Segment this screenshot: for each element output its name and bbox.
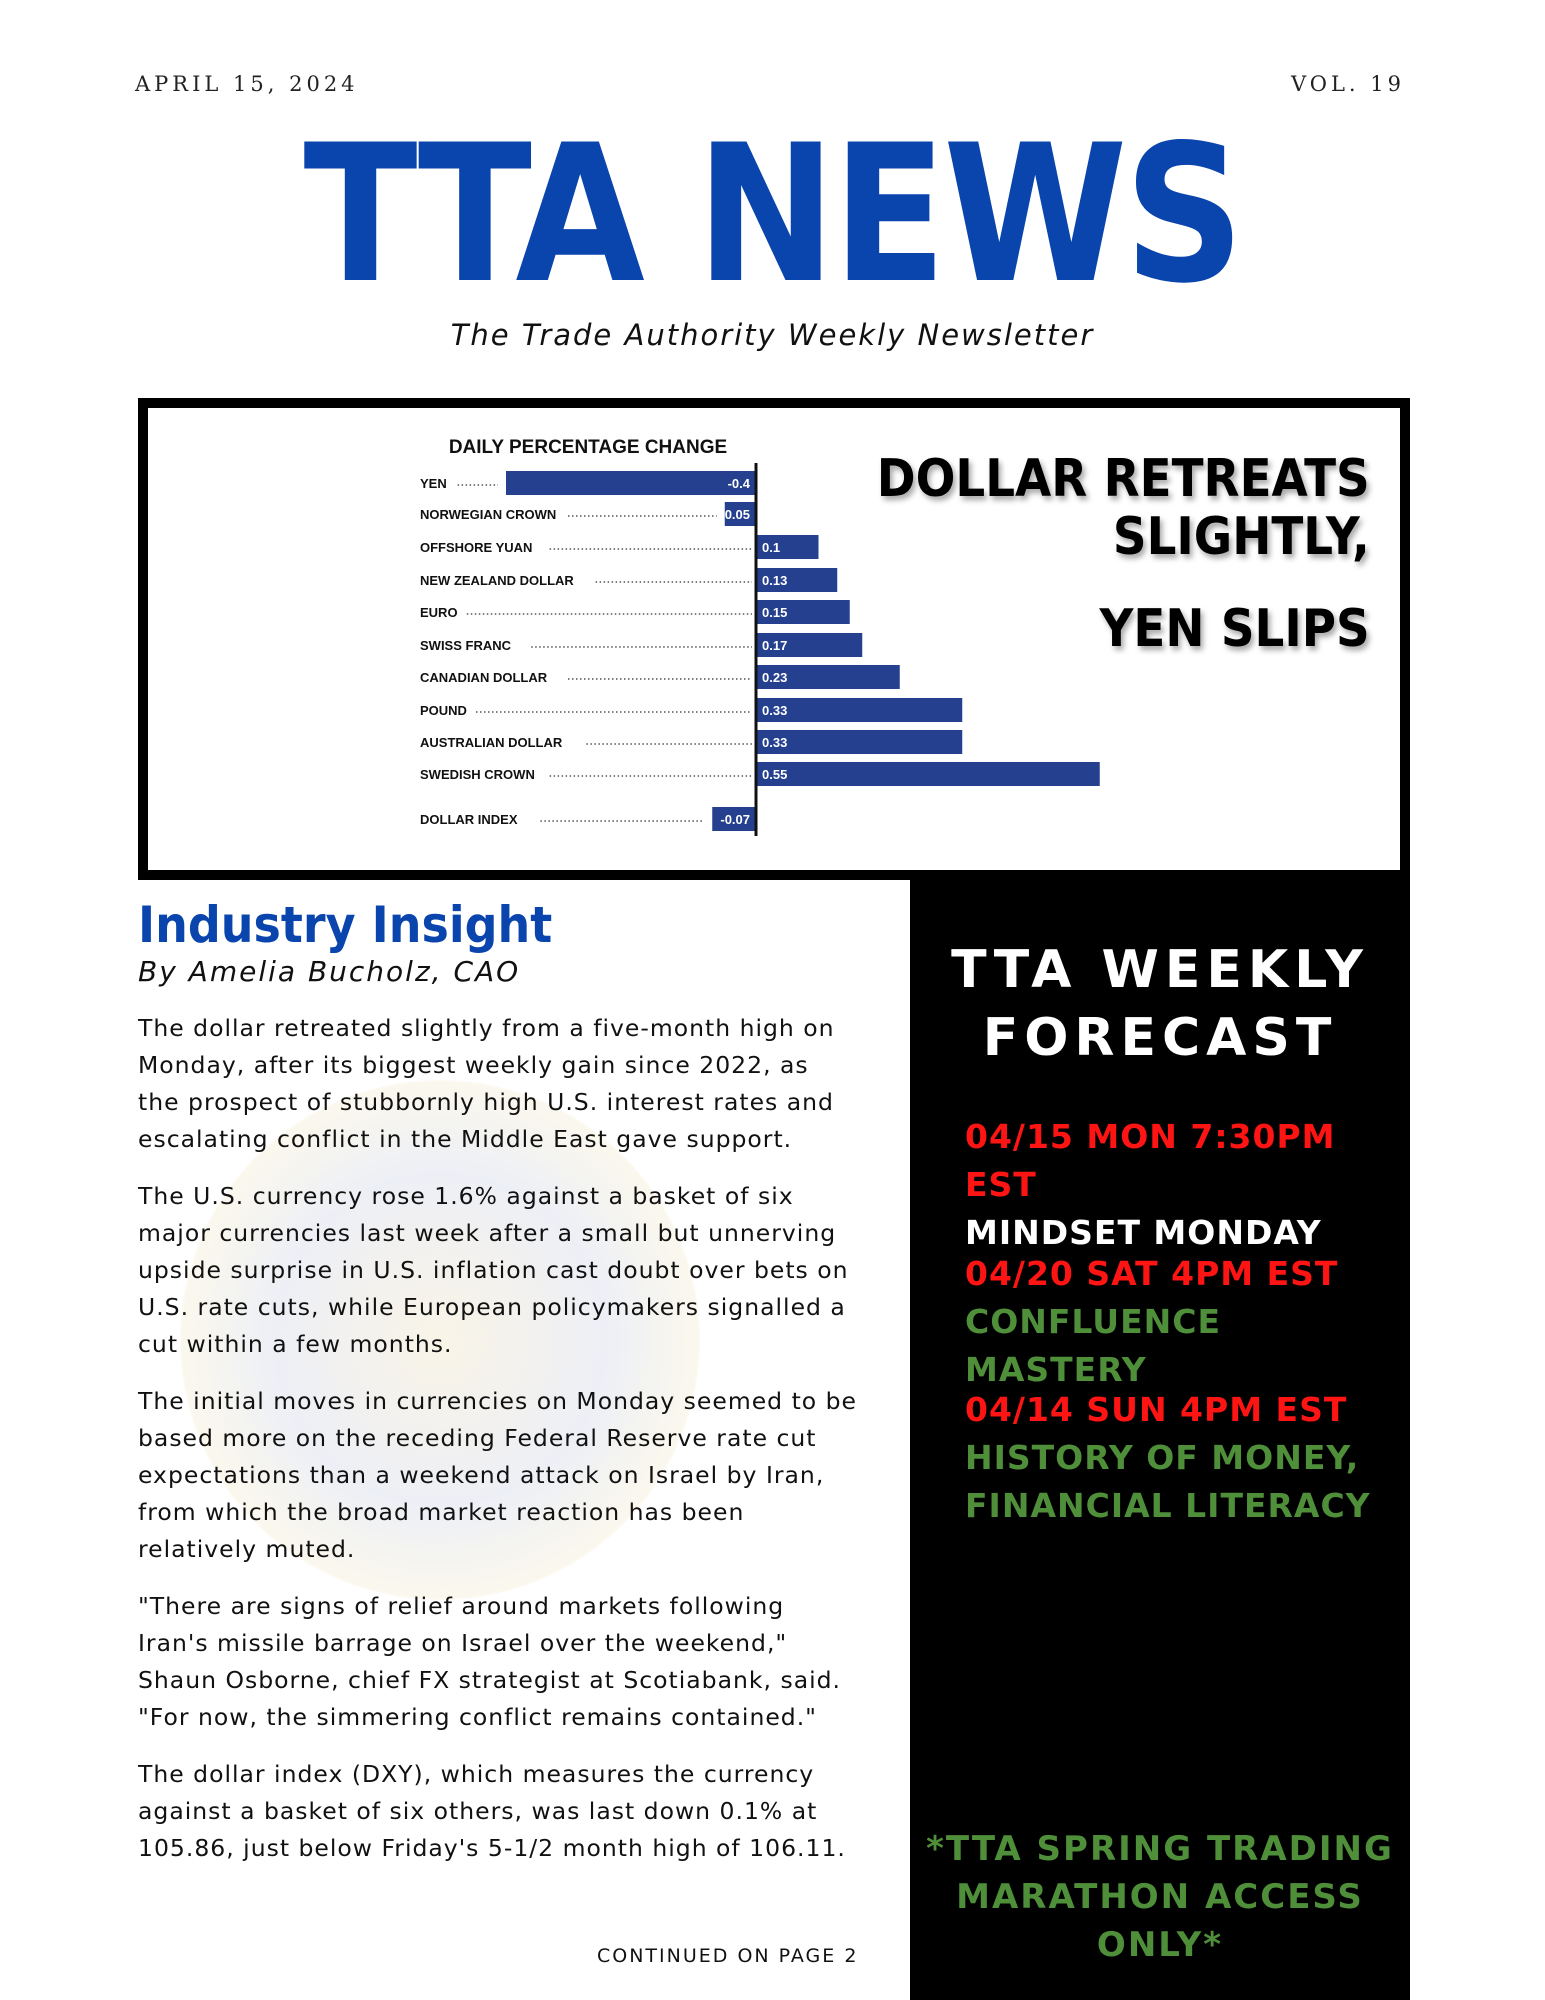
- forecast-event: [965, 1250, 1405, 1394]
- byline: By Amelia Bucholz, CAO: [138, 955, 521, 988]
- event-name: MINDSET MONDAY: [965, 1213, 1322, 1252]
- feature-chart-box: [138, 398, 1410, 880]
- value-label: 0.17: [762, 638, 788, 653]
- category-label: NEW ZEALAND DOLLAR: [420, 573, 574, 588]
- event-name: HISTORY OF MONEY,: [965, 1438, 1360, 1477]
- article-paragraph: The dollar retreated slightly from a five-month high on Monday, after its biggest weekly gain since 2022, as the prospect of stubbornly high U.S. interest rates and escalating conflict in the Middle East gave support.: [138, 1014, 835, 1153]
- headline-line: DOLLAR RETREATS: [877, 449, 1370, 509]
- data-bar: [756, 762, 1100, 786]
- forecast-event: [965, 1386, 1405, 1530]
- access-note-line: MARATHON ACCESS: [956, 1877, 1364, 1917]
- value-label: -0.05: [720, 507, 750, 522]
- continued-note: CONTINUED ON PAGE 2: [597, 1945, 859, 1967]
- category-label: DOLLAR INDEX: [420, 812, 518, 827]
- value-label: 0.15: [762, 605, 788, 620]
- access-note: [910, 1825, 1410, 1969]
- event-time: 04/20 SAT 4PM EST: [965, 1254, 1339, 1293]
- event-name: CONFLUENCE MASTERY: [965, 1302, 1222, 1389]
- masthead: TTA NEWS: [303, 104, 1241, 325]
- headline-line: SLIGHTLY,: [1113, 507, 1370, 567]
- article-paragraph: The initial moves in currencies on Monday seemed to be based more on the receding Federal Reserve rate cut expectations than a weekend attack on Israel by Iran, from which the broad market reaction has been relatively muted.: [138, 1387, 858, 1563]
- category-label: AUSTRALIAN DOLLAR: [420, 735, 563, 750]
- category-label: SWEDISH CROWN: [420, 767, 535, 782]
- issue-volume: VOL. 19: [1290, 72, 1405, 96]
- event-time: 04/15 MON 7:30PM EST: [965, 1117, 1336, 1204]
- article: [138, 895, 858, 1887]
- value-label: 0.13: [762, 573, 788, 588]
- article-paragraph: The dollar index (DXY), which measures the currency against a basket of six others, was last down 0.1% at 105.86, just below Friday's 5-1/2 month high of 106.11.: [138, 1760, 846, 1862]
- value-label: 0.33: [762, 735, 788, 750]
- feature-headline: [877, 450, 1370, 658]
- access-note-line: ONLY*: [1096, 1925, 1224, 1965]
- category-label: OFFSHORE YUAN: [420, 540, 533, 555]
- forecast-event: [965, 1113, 1405, 1257]
- issue-date: APRIL 15, 2024: [135, 72, 359, 96]
- category-label: POUND: [420, 703, 467, 718]
- category-label: SWISS FRANC: [420, 638, 511, 653]
- event-name: FINANCIAL LITERACY: [965, 1486, 1371, 1525]
- tagline: The Trade Authority Weekly Newsletter: [450, 318, 1095, 352]
- chart-title: DAILY PERCENTAGE CHANGE: [448, 437, 728, 458]
- category-label: EURO: [420, 605, 458, 620]
- value-label: -0.4: [727, 476, 750, 491]
- forecast-panel: [910, 880, 1410, 2000]
- forecast-title-line: FORECAST: [982, 1008, 1338, 1068]
- headline-line: YEN SLIPS: [1099, 599, 1370, 659]
- value-label: 0.33: [762, 703, 788, 718]
- forecast-title: [910, 936, 1410, 1072]
- access-note-line: *TTA SPRING TRADING: [926, 1829, 1394, 1869]
- section-title: Industry Insight: [138, 896, 553, 954]
- category-label: NORWEGIAN CROWN: [420, 507, 557, 522]
- value-label: 0.55: [762, 767, 788, 782]
- data-bar: [506, 471, 756, 495]
- value-label: 0.1: [762, 540, 781, 555]
- value-label: -0.07: [720, 812, 750, 827]
- forecast-title-line: TTA WEEKLY: [951, 940, 1369, 1000]
- value-label: 0.23: [762, 670, 788, 685]
- category-label: YEN: [420, 476, 447, 491]
- category-label: CANADIAN DOLLAR: [420, 670, 548, 685]
- event-time: 04/14 SUN 4PM EST: [965, 1390, 1348, 1429]
- article-paragraph: "There are signs of relief around markets following Iran's missile barrage on Israel over the weekend," Shaun Osborne, chief FX strategist at Scotiabank, said. "For now, the simmering conflict remains contained.": [138, 1592, 842, 1731]
- article-paragraph: The U.S. currency rose 1.6% against a basket of six major currencies last week after a small but unnerving upside surprise in U.S. inflation cast doubt over bets on U.S. rate cuts, while European policymakers signalled a cut within a few months.: [138, 1182, 849, 1358]
